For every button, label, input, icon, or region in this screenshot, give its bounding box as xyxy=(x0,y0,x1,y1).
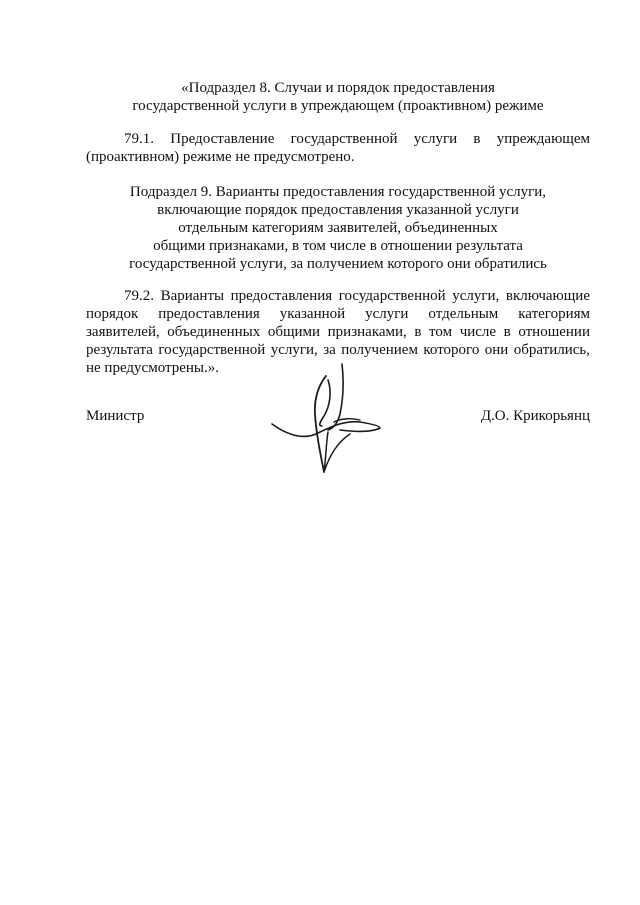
heading-line: государственной услуги в упреждающем (проактивном) режиме xyxy=(132,98,544,114)
heading-line: государственной услуги, за получением которого они обратились xyxy=(129,256,547,272)
paragraph-line: порядок предоставления указанной услуги отдельным категориям xyxy=(86,306,590,322)
heading-line: общими признаками, в том числе в отношении результата xyxy=(153,238,523,254)
paragraph-line: 79.1. Предоставление государственной услуги в упреждающем xyxy=(124,131,590,147)
paragraph-line: 79.2. Варианты предоставления государственной услуги, включающие xyxy=(124,288,590,304)
paragraph-line: заявителей, объединенных общими признаками, в том числе в отношении xyxy=(86,324,590,340)
paragraph-line: не предусмотрены.». xyxy=(86,360,220,376)
heading-line: «Подраздел 8. Случаи и порядок предоставления xyxy=(181,80,495,96)
handwritten-signature-icon xyxy=(268,362,388,477)
heading-line: Подраздел 9. Варианты предоставления государственной услуги, xyxy=(129,184,547,200)
subsection-8-heading xyxy=(86,79,590,115)
paragraph-79-1 xyxy=(86,130,590,166)
signatory-position: Министр xyxy=(86,408,145,424)
heading-line: отдельным категориям заявителей, объединенных xyxy=(178,220,498,236)
subsection-9-heading xyxy=(86,183,590,273)
signatory-name: Д.О. Крикорьянц xyxy=(480,408,590,424)
paragraph-line: (проактивном) режиме не предусмотрено. xyxy=(86,149,355,165)
paragraph-line: результата государственной услуги, за получением которого они обратились, xyxy=(86,342,590,358)
heading-line: включающие порядок предоставления указанной услуги xyxy=(157,202,519,218)
